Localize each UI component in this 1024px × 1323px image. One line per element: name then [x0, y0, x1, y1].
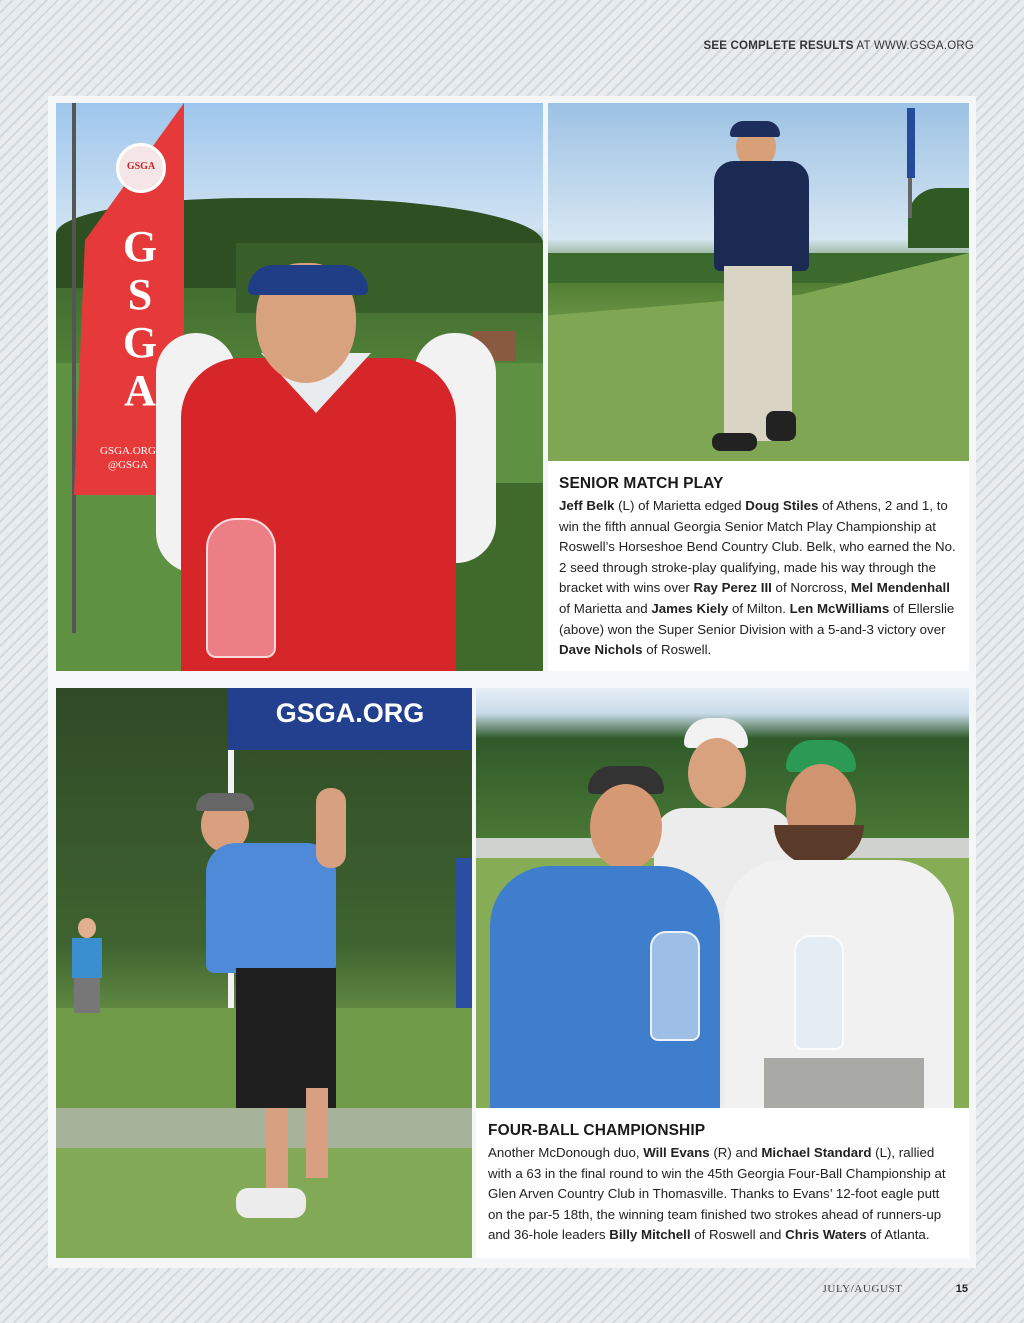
results-label: SEE COMPLETE RESULTS	[703, 40, 854, 52]
page-number: 15	[955, 1283, 968, 1295]
caption-name: Chris Waters	[785, 1227, 867, 1243]
caption-text: of Marietta and	[559, 600, 652, 616]
four-ball-body	[488, 1143, 957, 1246]
results-url: AT WWW.GSGA.ORG	[856, 40, 974, 52]
caption-name: Billy Mitchell	[609, 1227, 691, 1243]
caption-text: of Roswell.	[642, 642, 712, 658]
caption-name: Len McWilliams	[789, 600, 890, 616]
page-footer	[823, 1283, 968, 1295]
caption-name: Michael Standard	[761, 1145, 872, 1160]
caption-name: Mel Mendenhall	[850, 580, 950, 596]
tent-banner-text: GSGA.ORG	[275, 698, 425, 728]
person-tee-shot	[196, 788, 376, 1228]
caption-text: of Athens, 2 and 1, to win the fifth annual Georgia Senior Match Play Championship at Roswell’s Horseshoe Bend Country Club. Belk, who earned the No. 2 seed through stroke-play qualifying, made his way through the bracket with wins over	[559, 498, 956, 596]
caption-text: (L), rallied with a 63 in the final round to win the 45th Georgia Four-Ball Championship at Glen Arven Country Club in Thomasville. Thanks to Evans’ 12-foot eagle putt on the par-5 18th, the winning team finished two strokes ahead of runners-up and 36-hole leaders	[488, 1145, 946, 1243]
caption-name: Will Evans	[643, 1145, 710, 1160]
caption-text: Another McDonough duo,	[488, 1145, 644, 1160]
caption-name: Dave Nichols	[559, 642, 643, 658]
person-will-evans	[490, 766, 720, 1108]
caption-text: of Norcross,	[771, 580, 851, 596]
flag-letter-g: G	[122, 222, 158, 271]
flag-logo-text: GSGA	[126, 161, 156, 172]
photo-four-ball-winners	[476, 688, 969, 1108]
caption-name: Jeff Belk	[559, 498, 615, 513]
results-note	[704, 40, 974, 52]
flag-letter-a: A	[124, 366, 156, 415]
person-mcwilliams	[706, 121, 816, 461]
caption-name: James Kiely	[651, 600, 729, 616]
senior-match-play-caption	[548, 461, 969, 671]
caption-text: of Roswell and	[690, 1227, 786, 1243]
flag-handle-text: @GSGA	[107, 459, 149, 471]
senior-match-play-title: SENIOR MATCH PLAY	[559, 475, 724, 492]
caption-text: (L) of Marietta edged	[614, 498, 746, 513]
caption-name: Ray Perez III	[693, 580, 772, 596]
photo-jeff-belk	[56, 103, 543, 671]
flag-site-text: GSGA.ORG	[100, 445, 156, 457]
issue-label: JULY/AUGUST	[822, 1283, 903, 1295]
caption-name: Doug Stiles	[745, 498, 819, 513]
caption-text: of Milton.	[728, 600, 790, 616]
four-ball-title: FOUR-BALL CHAMPIONSHIP	[488, 1122, 706, 1139]
person-michael-standard	[724, 740, 954, 1108]
caption-text: (R) and	[709, 1145, 762, 1160]
caption-text: of Atlanta.	[866, 1227, 930, 1243]
four-ball-caption	[476, 1108, 969, 1258]
flag-letter-g2: G	[122, 318, 158, 367]
caption-text: of Ellerslie (above) won the Super Senior Division with a 5-and-3 victory over	[559, 600, 955, 637]
photo-tee-shot	[56, 688, 472, 1258]
photo-len-mcwilliams	[548, 103, 969, 461]
flag-letter-s: S	[127, 270, 153, 319]
senior-match-play-body	[559, 496, 957, 661]
person-belk	[156, 263, 496, 671]
